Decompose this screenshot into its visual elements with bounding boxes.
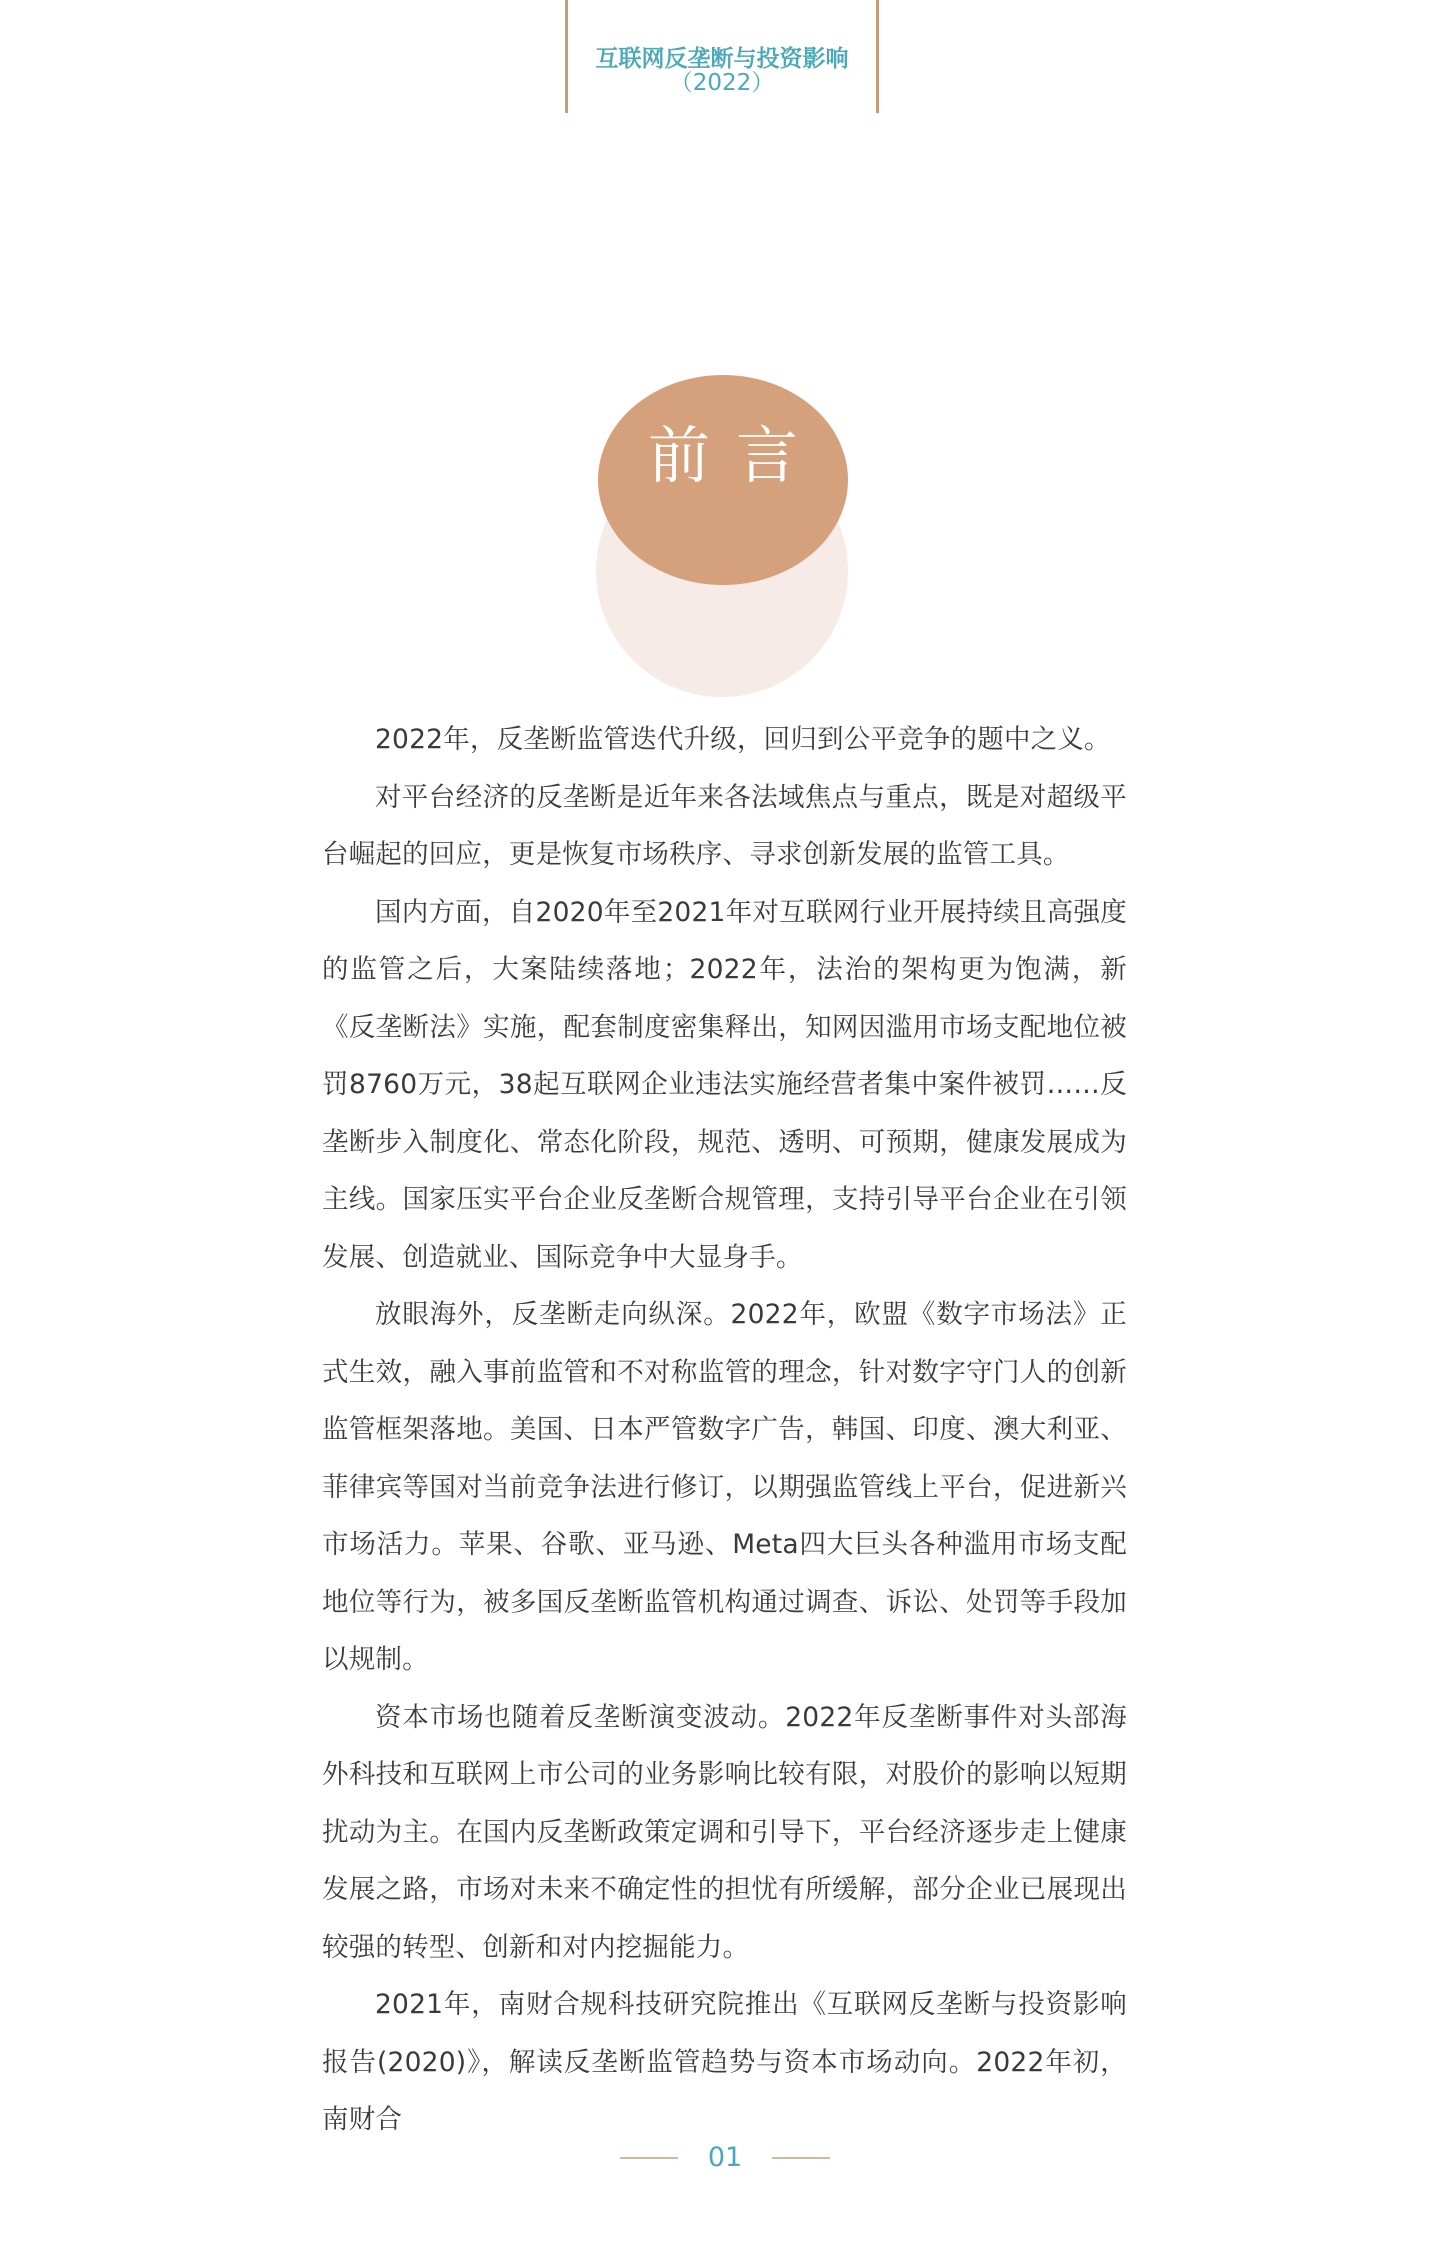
header-year: （2022）	[669, 70, 775, 96]
running-header	[565, 0, 879, 118]
preface-title: 前言	[647, 419, 824, 492]
body-text	[322, 711, 1127, 2149]
footer-right-rule	[772, 2157, 830, 2159]
header-title: 互联网反垄断与投资影响	[595, 46, 849, 72]
paragraph: 国内方面，自2020年至2021年对互联网行业开展持续且高强度的监管之后，大案陆续落地；2022年，法治的架构更为饱满，新《反垄断法》实施，配套制度密集释出，知网因滥用市场支配地位被罚8760万元，38起互联网企业违法实施经营者集中案件被罚……反垄断步入制度化、常态化阶段，规范、透明、可预期，健康发展成为主线。国家压实平台企业反垄断合规管理，支持引导平台企业在引领发展、创造就业、国际竞争中大显身手。	[322, 896, 1127, 1273]
paragraph: 2021年，南财合规科技研究院推出《互联网反垄断与投资影响报告(2020)》，解读反垄断监管趋势与资本市场动向。2022年初，南财合	[322, 1989, 1127, 2135]
page-number: 01	[707, 2142, 743, 2173]
paragraph: 2022年，反垄断监管迭代升级，回归到公平竞争的题中之义。	[375, 724, 1111, 755]
paragraph: 对平台经济的反垄断是近年来各法域焦点与重点，既是对超级平台崛起的回应，更是恢复市场秩序、寻求创新发展的监管工具。	[322, 781, 1127, 870]
paragraph: 资本市场也随着反垄断演变波动。2022年反垄断事件对头部海外科技和互联网上市公司的业务影响比较有限，对股价的影响以短期扰动为主。在国内反垄断政策定调和引导下，平台经济逐步走上健康发展之路，市场对未来不确定性的担忧有所缓解，部分企业已展现出较强的转型、创新和对内挖掘能力。	[322, 1701, 1127, 1963]
paragraph: 放眼海外，反垄断走向纵深。2022年，欧盟《数字市场法》正式生效，融入事前监管和不对称监管的理念，针对数字守门人的创新监管框架落地。美国、日本严管数字广告，韩国、印度、澳大利亚、菲律宾等国对当前竞争法进行修订，以期强监管线上平台，促进新兴市场活力。苹果、谷歌、亚马逊、Meta四大巨头各种滥用市场支配地位等行为，被多国反垄断监管机构通过调查、诉讼、处罚等手段加以规制。	[322, 1299, 1127, 1675]
page-footer	[620, 2138, 830, 2178]
